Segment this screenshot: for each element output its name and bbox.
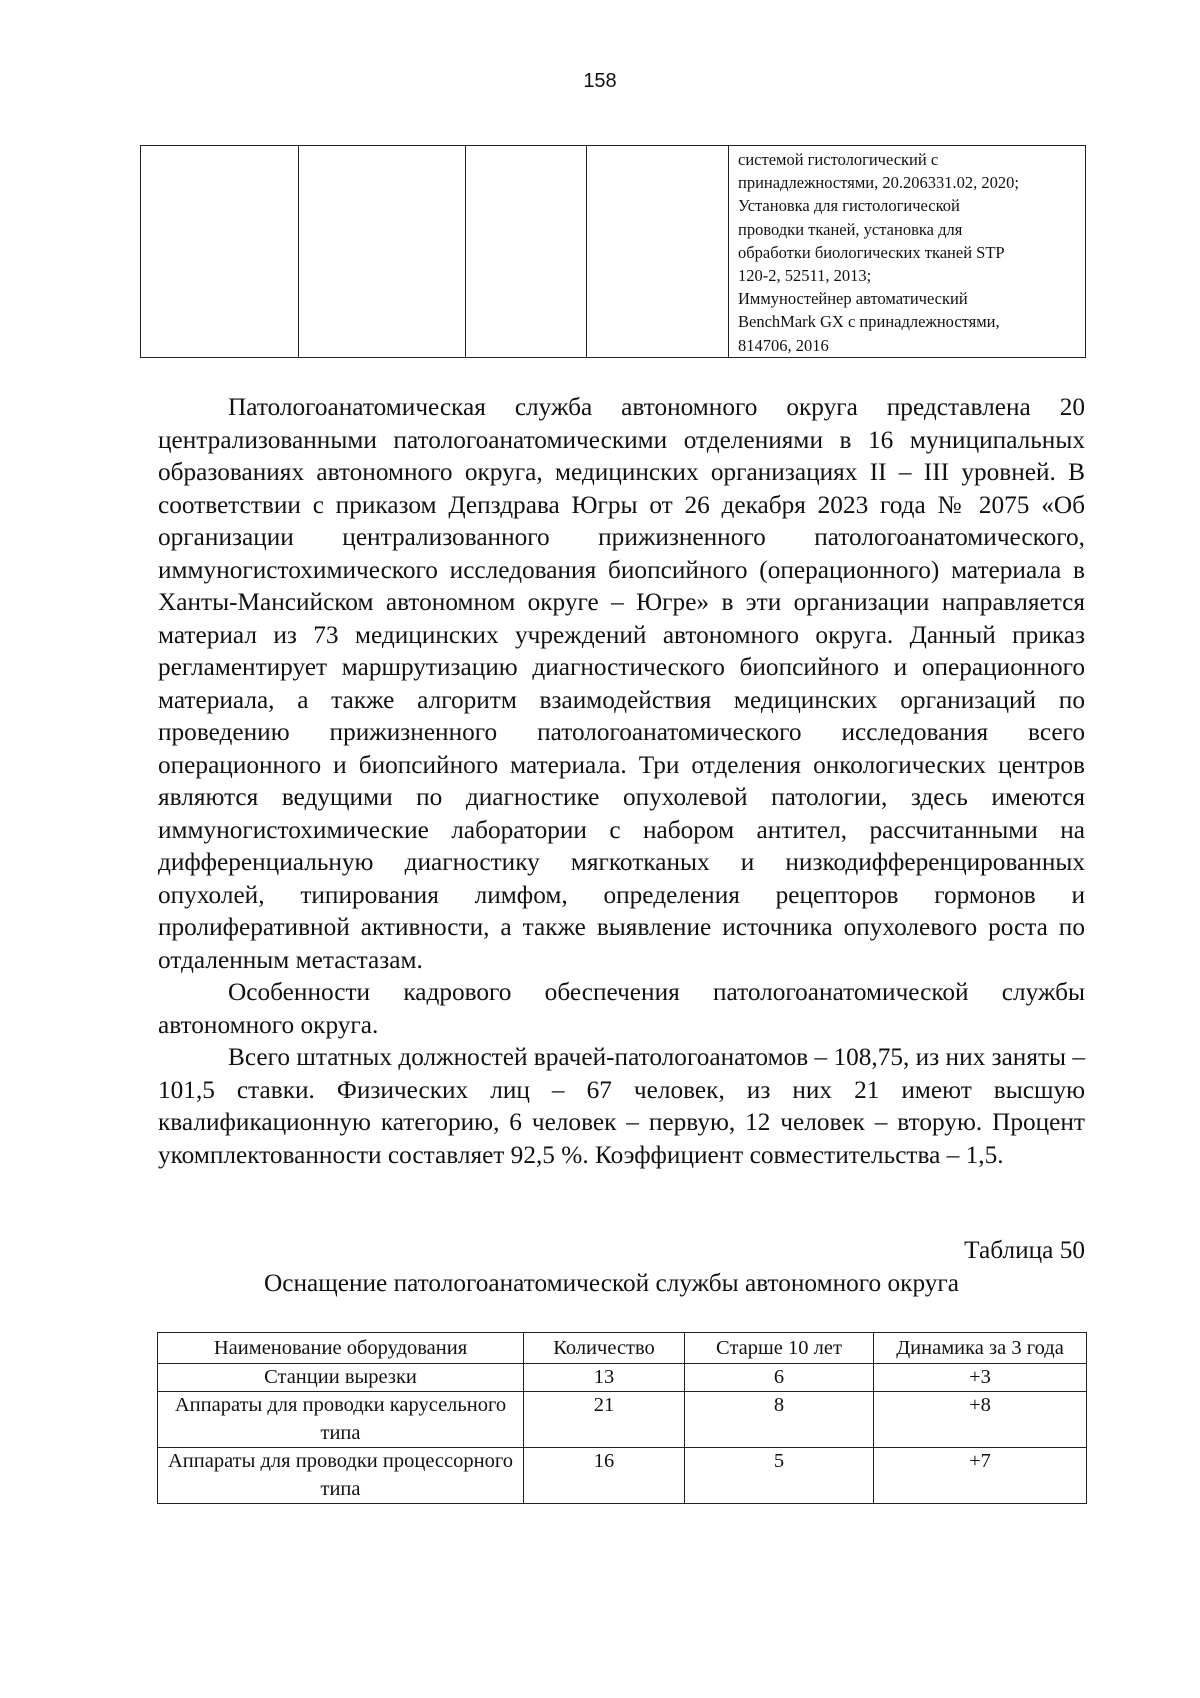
table-row xyxy=(158,1363,1087,1392)
equipment-table xyxy=(157,1332,1087,1504)
table-cell: +3 xyxy=(874,1363,1087,1392)
table-cell: 21 xyxy=(524,1392,685,1448)
table-cell xyxy=(587,146,729,358)
cell-line: 814706, 2016 xyxy=(738,335,829,355)
table-header-row xyxy=(158,1333,1087,1364)
cell-line: системой гистологический с xyxy=(738,150,939,169)
table-cell xyxy=(299,146,466,358)
column-header: Количество xyxy=(524,1333,685,1364)
paragraph: Всего штатных должностей врачей-патологоанатомов – 108,75, из них заняты – 101,5 ставки. Физических лиц – 67 человек, из них 21 имеют высшую квалификационную категорию, 6 человек – первую, 12 человек – вторую. Процент укомплектованности составляет 92,5 %. Коэффициент совместительства – 1,5. xyxy=(158,1043,1086,1169)
cell-line: обработки биологических тканей STP xyxy=(738,242,1005,262)
table-cell: 6 xyxy=(685,1363,874,1392)
table-cell: Аппараты для проводки карусельного типа xyxy=(158,1392,524,1448)
paragraph: Особенности кадрового обеспечения патологоанатомической службы автономного округа. xyxy=(158,978,1085,1039)
table-cell: 5 xyxy=(685,1448,874,1504)
table-cell: +7 xyxy=(874,1448,1087,1504)
table-cell: 13 xyxy=(524,1363,685,1392)
equipment-list-cell xyxy=(729,146,1086,358)
table-cell: 8 xyxy=(685,1392,874,1448)
table-cell: +8 xyxy=(874,1392,1087,1448)
table-cell: 16 xyxy=(524,1448,685,1504)
cell-line: BenchMark GX с принадлежностями, xyxy=(738,312,1000,332)
body-text xyxy=(158,391,1085,1171)
table-cell xyxy=(466,146,587,358)
table-title: Оснащение патологоанатомической службы автономного округа xyxy=(263,1269,960,1297)
table-cell: Станции вырезки xyxy=(158,1363,524,1392)
table-cell xyxy=(141,146,299,358)
cell-line: Иммуностейнер автоматический xyxy=(738,289,968,309)
cell-line: Установка для гистологической xyxy=(738,196,960,216)
table-row xyxy=(158,1448,1087,1504)
paragraph: Патологоанатомическая служба автономного округа представлена 20 централизованными патологоанатомическими отделениями в 16 муниципальных образованиях автономного округа, медицинских организациях II – III уровней. В соответствии с приказом Депздрава Югры от 26 декабря 2023 года № 2075 «Об организации централизованного прижизненного патологоанатомического, иммуногистохимического исследования биопсийного (операционного) материала в Ханты-Мансийском автономном округе – Югре» в эти организации направляется материал из 73 медицинских учреждений автономного округа. Данный приказ регламентирует маршрутизацию диагностического биопсийного и операционного материала, а также алгоритм взаимодействия медицинских организаций по проведению прижизненного патологоанатомического исследования всего операционного и биопсийного материала. Три отделения онкологических центров являются ведущими по диагностике опухолевой патологии, здесь имеются иммуногистохимические лаборатории с набором антител, рассчитанными на дифференциальную диагностику мягкотканых и низкодифференцированных опухолей, типирования лимфом, определения рецепторов гормонов и пролиферативной активности, а также выявление источника опухолевого роста по отдаленным метастазам. xyxy=(158,393,1085,974)
cell-line: принадлежностями, 20.206331.02, 2020; xyxy=(738,173,1019,193)
continuation-table xyxy=(140,145,1086,358)
table-caption: Таблица 50 xyxy=(964,1236,1085,1264)
column-header: Динамика за 3 года xyxy=(874,1333,1087,1364)
page-number: 158 xyxy=(583,70,617,92)
table-cell: Аппараты для проводки процессорного типа xyxy=(158,1448,524,1504)
table-row xyxy=(158,1392,1087,1448)
cell-line: 120-2, 52511, 2013; xyxy=(738,266,872,286)
column-header: Старше 10 лет xyxy=(685,1333,874,1364)
table-row xyxy=(141,146,1086,358)
cell-line: проводки тканей, установка для xyxy=(738,219,963,239)
column-header: Наименование оборудования xyxy=(158,1333,524,1364)
